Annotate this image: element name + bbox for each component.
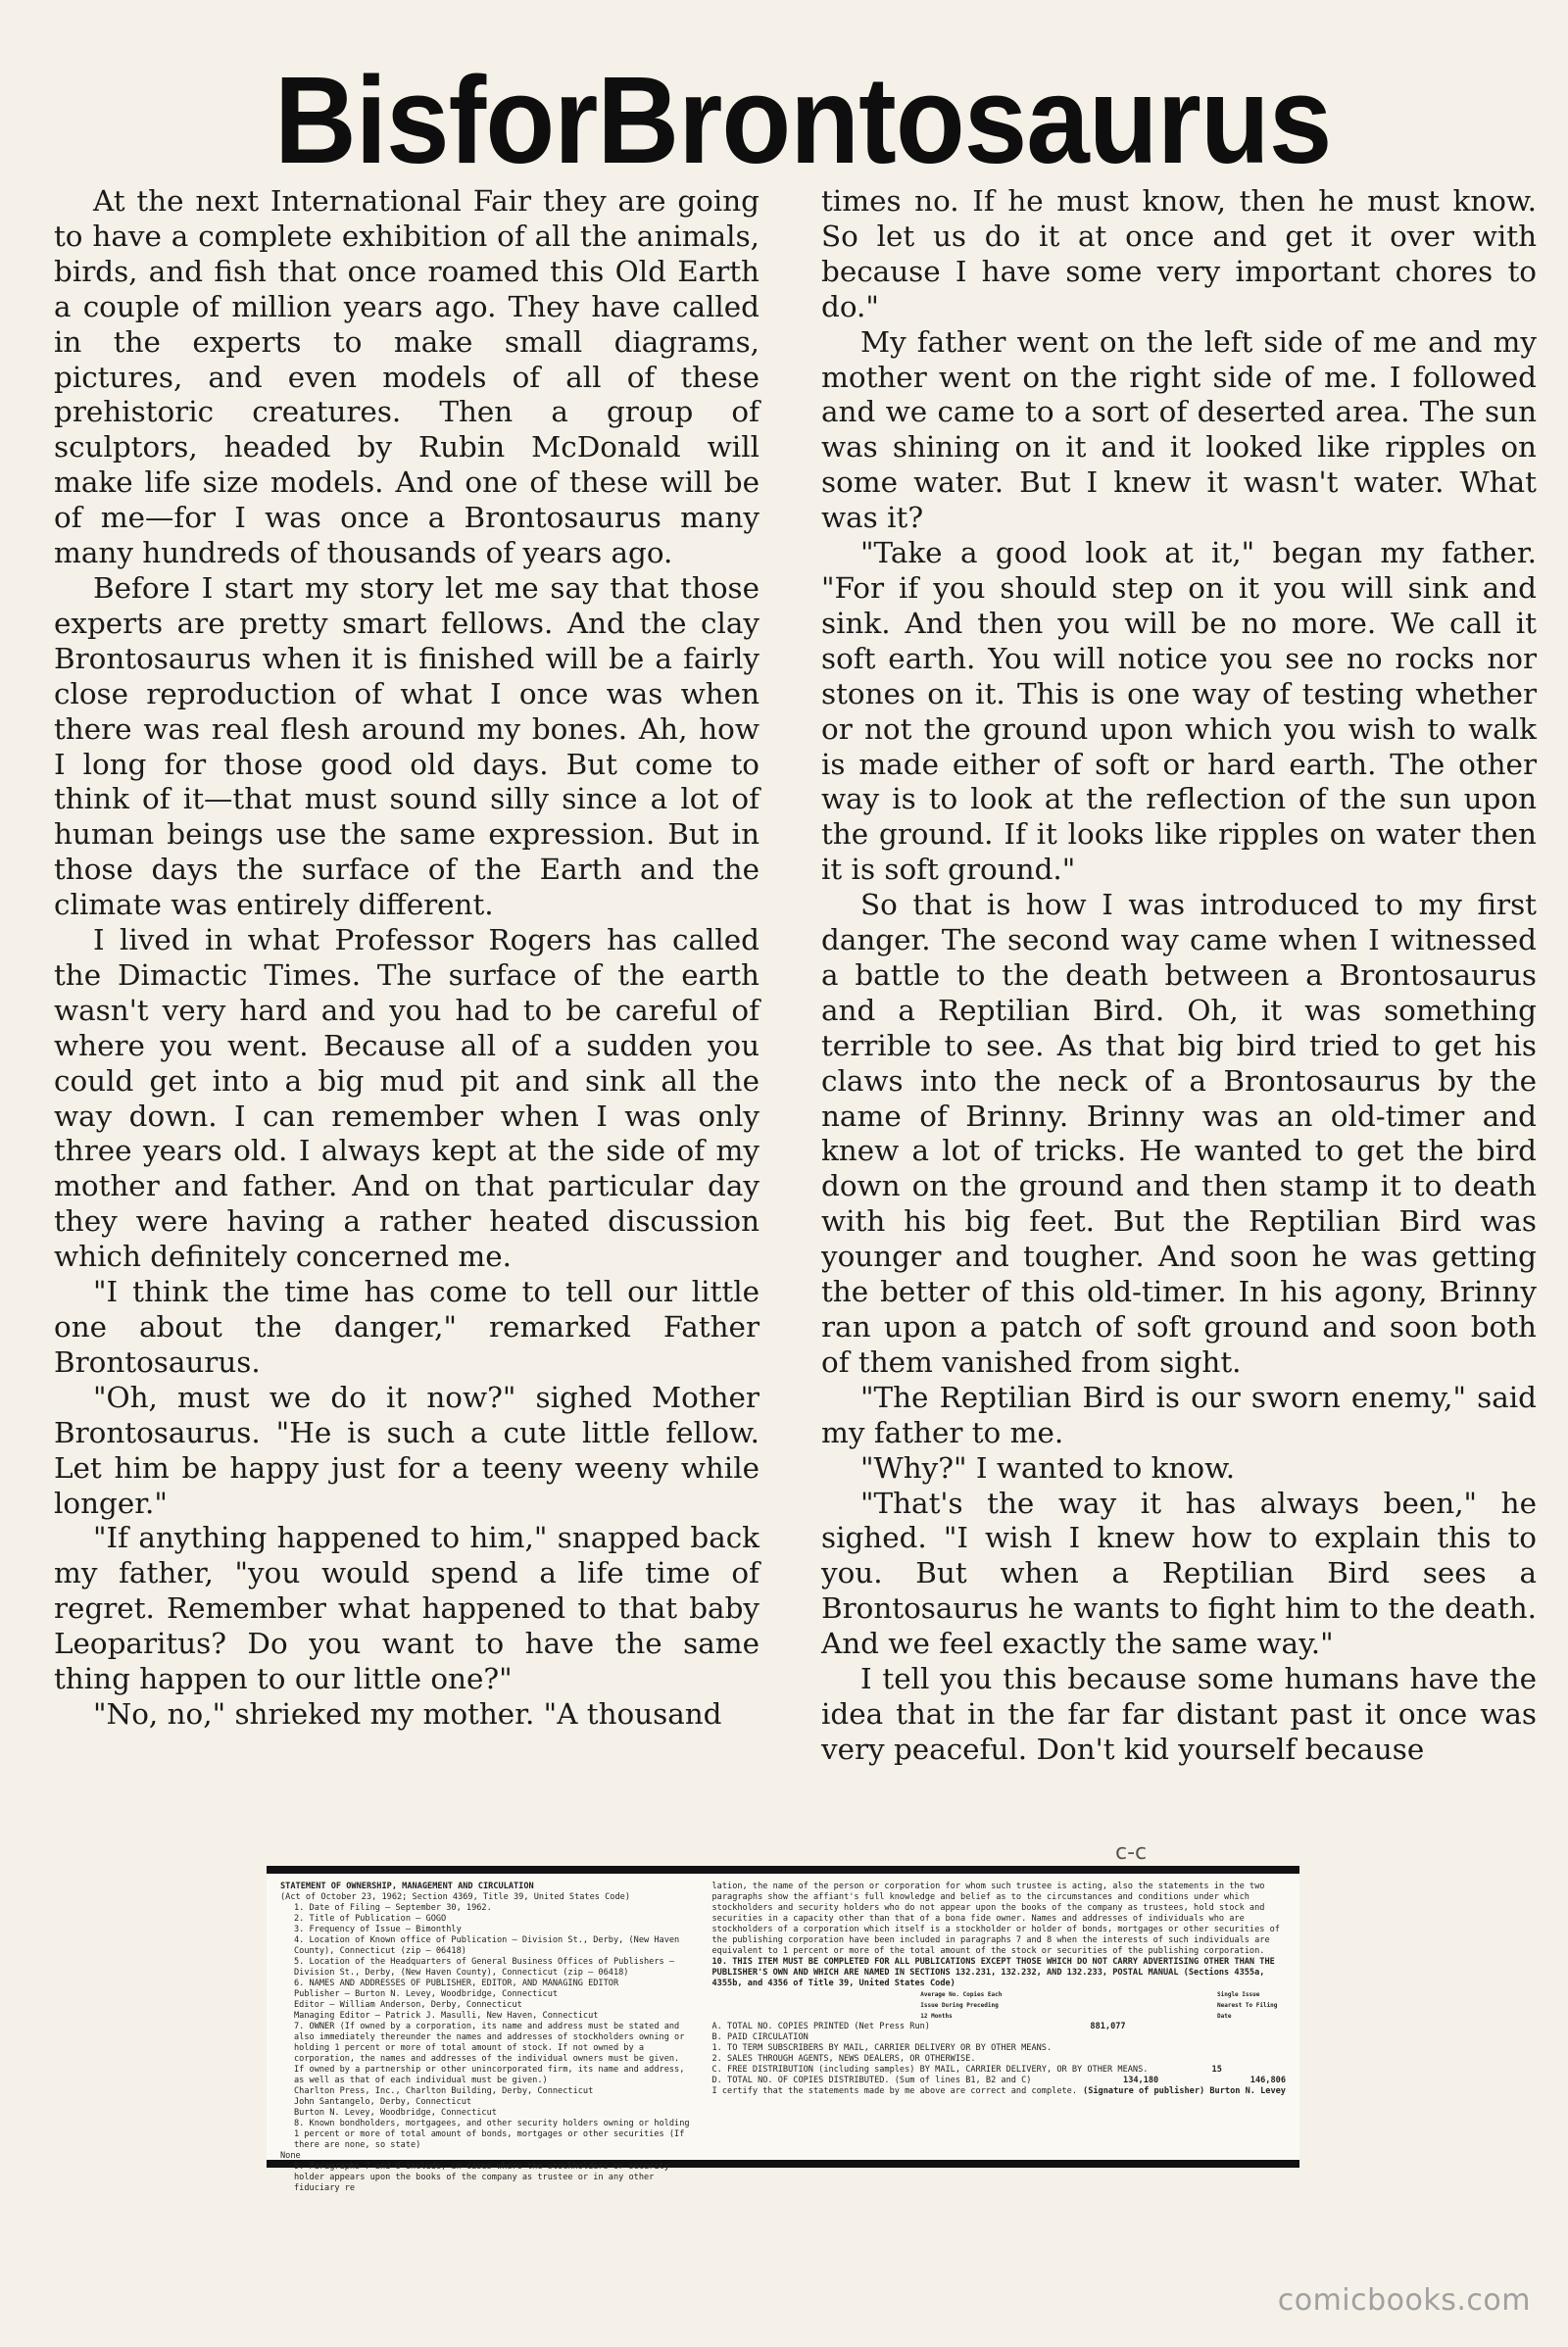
story-paragraph: "Take a good look at it," began my father. "For if you should step on it you will sink and sink. And then you will be no more. We call it soft earth. You will notice you see no rocks nor stones on it. This is one way of testing whether or not the ground upon which you wish to walk is made either of soft or hard earth. The other way is to look at the reflection of the sun upon the ground. If it looks like ripples on water then it is soft ground." (821, 536, 1537, 887)
statement-line: John Santangelo, Derby, Connecticut (294, 2097, 472, 2107)
story-paragraph: So that is how I was introduced to my first danger. The second way came when I witnessed a battle to the death between a Brontosaurus and a Reptilian Bird. Oh, it was something terrible to see. As that big bird tried to get his claws into the neck of a Brontosaurus by the name of Brinny. Brinny was an old-timer and knew a lot of tricks. He wanted to get the bird down on the ground and then stamp it to death with his big feet. But the Reptilian Bird was younger and tougher. And soon he was getting the better of this old-timer. In his agony, Brinny ran upon a patch of soft ground and soon both of them vanished from sight. (821, 888, 1537, 1379)
site-watermark: comicbooks.com (1277, 2283, 1531, 2318)
title-word: B (274, 51, 356, 189)
circulation-row-value (1280, 2065, 1286, 2076)
circulation-row-label: 2. SALES THROUGH AGENTS, NEWS DEALERS, OR OTHERWISE. (711, 2054, 976, 2064)
story-paragraph: I tell you this because some humans have the idea that in the far far distant past it once was very peaceful. Don't kid yourself because (821, 1662, 1537, 1766)
certification-row (712, 2086, 1287, 2097)
circulation-row-label: C. FREE DISTRIBUTION (including samples) BY MAIL, CARRIER DELIVERY, OR BY OTHER MEANS. (711, 2065, 1149, 2075)
statement-line: 8. Known bondholders, mortgagees, and other security holders owning or holding 1 percent or more of total amount of bonds, mortgages or other securities (If there are none, so state) (294, 2119, 690, 2150)
circulation-row-value: 15 (1211, 2065, 1222, 2075)
circulation-row (712, 2054, 1287, 2065)
statement-line: 7. OWNER (If owned by a corporation, its name and address must be stated and also immediately thereunder the names and addresses of stockholders owning or holding 1 percent or more of total amount of stock. If not owned by a corporation, the names and addresses of the individual owners must be given. If owned by a partnership or other unincorporated firm, its name and address, as well as that of each individual must be given.) (294, 2022, 685, 2085)
circulation-row-value (1280, 2043, 1286, 2054)
statement-line: 10. THIS ITEM MUST BE COMPLETED FOR ALL PUBLICATIONS EXCEPT THOSE WHICH DO NOT CARRY ADVERTISING OTHER THAN THE PUBLISHER'S OWN AND WHICH ARE NAMED IN SECTIONS 132.231, 132.232, AND 132.233, POSTAL MANUAL (Sections 4355a, 4355b, and 4356 of Title 39, United States Code) (711, 1957, 1275, 1988)
circulation-row (712, 2032, 1287, 2043)
story-paragraph: "Why?" I wanted to know. (860, 1450, 1236, 1485)
story-paragraph-continued: times no. If he must know, then he must know. So let us do it at once and get it over with because I have some very important chores to do." (821, 184, 1537, 323)
story-paragraph: Before I start my story let me say that those experts are pretty smart fellows. And the clay Brontosaurus when it is finished will be a fairly close reproduction of what I once was when there was real flesh around my bones. Ah, how I long for those good old days. But come to think of it—that must sound silly since a lot of human beings use the same expression. But in those days the surface of the Earth and the climate was entirely different. (54, 570, 760, 922)
statement-line: 4. Location of Known office of Publication — Division St., Derby, (New Haven County), Connecticut (zip — 06418) (294, 1935, 680, 1956)
story-paragraph: "The Reptilian Bird is our sworn enemy," said my father to me. (821, 1380, 1537, 1449)
circulation-row-label: A. TOTAL NO. COPIES PRINTED (Net Press Run) (711, 2022, 930, 2031)
statement-line: (Act of October 23, 1962; Section 4369, Title 39, United States Code) (280, 1892, 630, 1902)
statement-line: 3. Frequency of Issue — Bimonthly (294, 1925, 462, 1934)
story-paragraph: "No, no," shrieked my mother. "A thousand (93, 1696, 722, 1731)
circulation-row-value (1280, 2032, 1286, 2043)
circulation-row-value: 134,180 (1123, 2076, 1159, 2085)
statement-heading: STATEMENT OF OWNERSHIP, MANAGEMENT AND CIRCULATION (280, 1882, 534, 1891)
circulation-header-col2: Single Issue Nearest To Filing Date (1217, 1991, 1278, 2020)
story-paragraph: At the next International Fair they are going to have a complete exhibition of all the animals, birds, and fish that once roamed this Old Earth a couple of million years ago. They have called in the experts to make small diagrams, pictures, and even models of all of these prehistoric creatures. Then a group of sculptors, headed by Rubin McDonald will make life size models. And one of these will be of me—for I was once a Brontosaurus many many hundreds of thousands of years ago. (54, 184, 760, 570)
publisher-signature: (Signature of publisher) Burton N. Levey (1083, 2086, 1286, 2096)
story-paragraph: "Oh, must we do it now?" sighed Mother Brontosaurus. "He is such a cute little fellow. Let him be happy just for a teeny weeny while longer." (54, 1380, 760, 1520)
statement-column-left (280, 1882, 691, 2193)
statement-line: 1. Date of Filing — September 30, 1962. (294, 1903, 492, 1913)
circulation-row (712, 2022, 1287, 2032)
circulation-row-value (1280, 2022, 1286, 2032)
circulation-row (712, 2076, 1287, 2086)
story-paragraph: My father went on the left side of me and my mother went on the right side of me. I followed and we came to a sort of deserted area. The sun was shining on it and it looked like ripples on some water. But I knew it wasn't water. What was it? (821, 324, 1537, 535)
statement-line: Burton N. Levey, Woodbridge, Connecticut (294, 2108, 497, 2118)
circulation-row-value (1125, 2054, 1131, 2065)
statement-column-right (712, 1882, 1287, 2154)
statement-line: 9. Paragraphs 7 and 8 include, in cases where the stockholders or security holder appears upon the books of the company as trustee or in any other fiduciary re (294, 2162, 669, 2193)
circulation-row-value (1041, 2032, 1047, 2043)
circulation-table-header (712, 1989, 1287, 2022)
story-title (274, 51, 1332, 189)
circulation-row-value (1280, 2054, 1286, 2065)
statement-line: Publisher — Burton N. Levey, Woodbridge, Connecticut (294, 1989, 559, 1999)
title-word: is (355, 51, 449, 189)
certification-text: I certify that the statements made by me above are correct and complete. (711, 2086, 1078, 2096)
story-paragraph: I lived in what Professor Rogers has called the Dimactic Times. The surface of the earth wasn't very hard and you had to be careful of where you went. Because all of a sudden you could get into a big mud pit and sink all the way down. I can remember when I was only three years old. I always kept at the side of my mother and father. And on that particular day they were having a rather heated discussion which definitely concerned me. (54, 923, 760, 1274)
story-column-left (54, 184, 760, 1733)
title-word: Brontosaurus (597, 51, 1332, 189)
statement-line: Charlton Press, Inc., Charlton Building, Derby, Connecticut (294, 2086, 594, 2096)
circulation-row-value: 146,806 (1250, 2076, 1286, 2085)
circulation-row (712, 2043, 1287, 2054)
circulation-header-col1: Average No. Copies Each Issue During Preceding 12 Months (920, 1991, 1003, 2020)
circulation-row-label: D. TOTAL NO. OF COPIES DISTRIBUTED. (Sum of lines B1, B2 and C) (711, 2076, 1032, 2085)
story-paragraph: "That's the way it has always been," he sighed. "I wish I knew how to explain this to you. But when a Reptilian Bird sees a Brontosaurus he wants to fight him to the death. And we feel exactly the same way." (821, 1486, 1537, 1661)
statement-line: 2. Title of Publication — GOGO (294, 1914, 447, 1924)
circulation-row-label: 1. TO TERM SUBSCRIBERS BY MAIL, CARRIER DELIVERY OR BY OTHER MEANS. (711, 2043, 1053, 2053)
story-paragraph: "If anything happened to him," snapped back my father, "you would spend a life time of regret. Remember what happened to that baby Leoparitus? Do you want to have the same thing happen to our little one?" (54, 1521, 760, 1696)
statement-line: None (280, 2151, 301, 2161)
statement-line: 5. Location of the Headquarters of General Business Offices of Publishers — Division St., Derby, (New Haven County), Connecticut (zip — 06418) (294, 1957, 675, 1978)
circulation-row-value (1163, 2043, 1169, 2054)
circulation-row-value: 881,077 (1090, 2022, 1126, 2031)
circulation-row-label: B. PAID CIRCULATION (711, 2032, 808, 2042)
story-paragraph: "I think the time has come to tell our little one about the danger," remarked Father Brontosaurus. (54, 1275, 760, 1379)
statement-line: 6. NAMES AND ADDRESSES OF PUBLISHER, EDITOR, AND MANAGING EDITOR (294, 1979, 619, 1988)
ownership-statement (267, 1866, 1299, 2193)
circulation-row (712, 2065, 1287, 2076)
statement-line: lation, the name of the person or corporation for whom such trustee is acting, also the statements in the two paragraphs show the affiant's full knowledge and belief as to the circumstances and conditions under which stockholders and security holders who do not appear upon the books of the company as trustees, hold stock and securities in a capacity other than that of a bona fide owner. Names and addresses of individuals who are stockholders of a corporation which itself is a stockholder or holder of bonds, mortgages or other securities of the publishing corporation have been included in paragraphs 7 and 8 when the interests of such individuals are equivalent to 1 percent or more of the total amount of the stock or securities of the publishing corporation. (711, 1882, 1280, 1956)
title-word: for (448, 51, 598, 189)
story-column-right (821, 184, 1537, 1768)
statement-line: Managing Editor — Patrick J. Masulli, New Haven, Connecticut (294, 2011, 599, 2021)
pencil-scribble: c-c (1115, 1840, 1148, 1865)
statement-line: Editor — William Anderson, Derby, Connecticut (294, 2000, 522, 2010)
